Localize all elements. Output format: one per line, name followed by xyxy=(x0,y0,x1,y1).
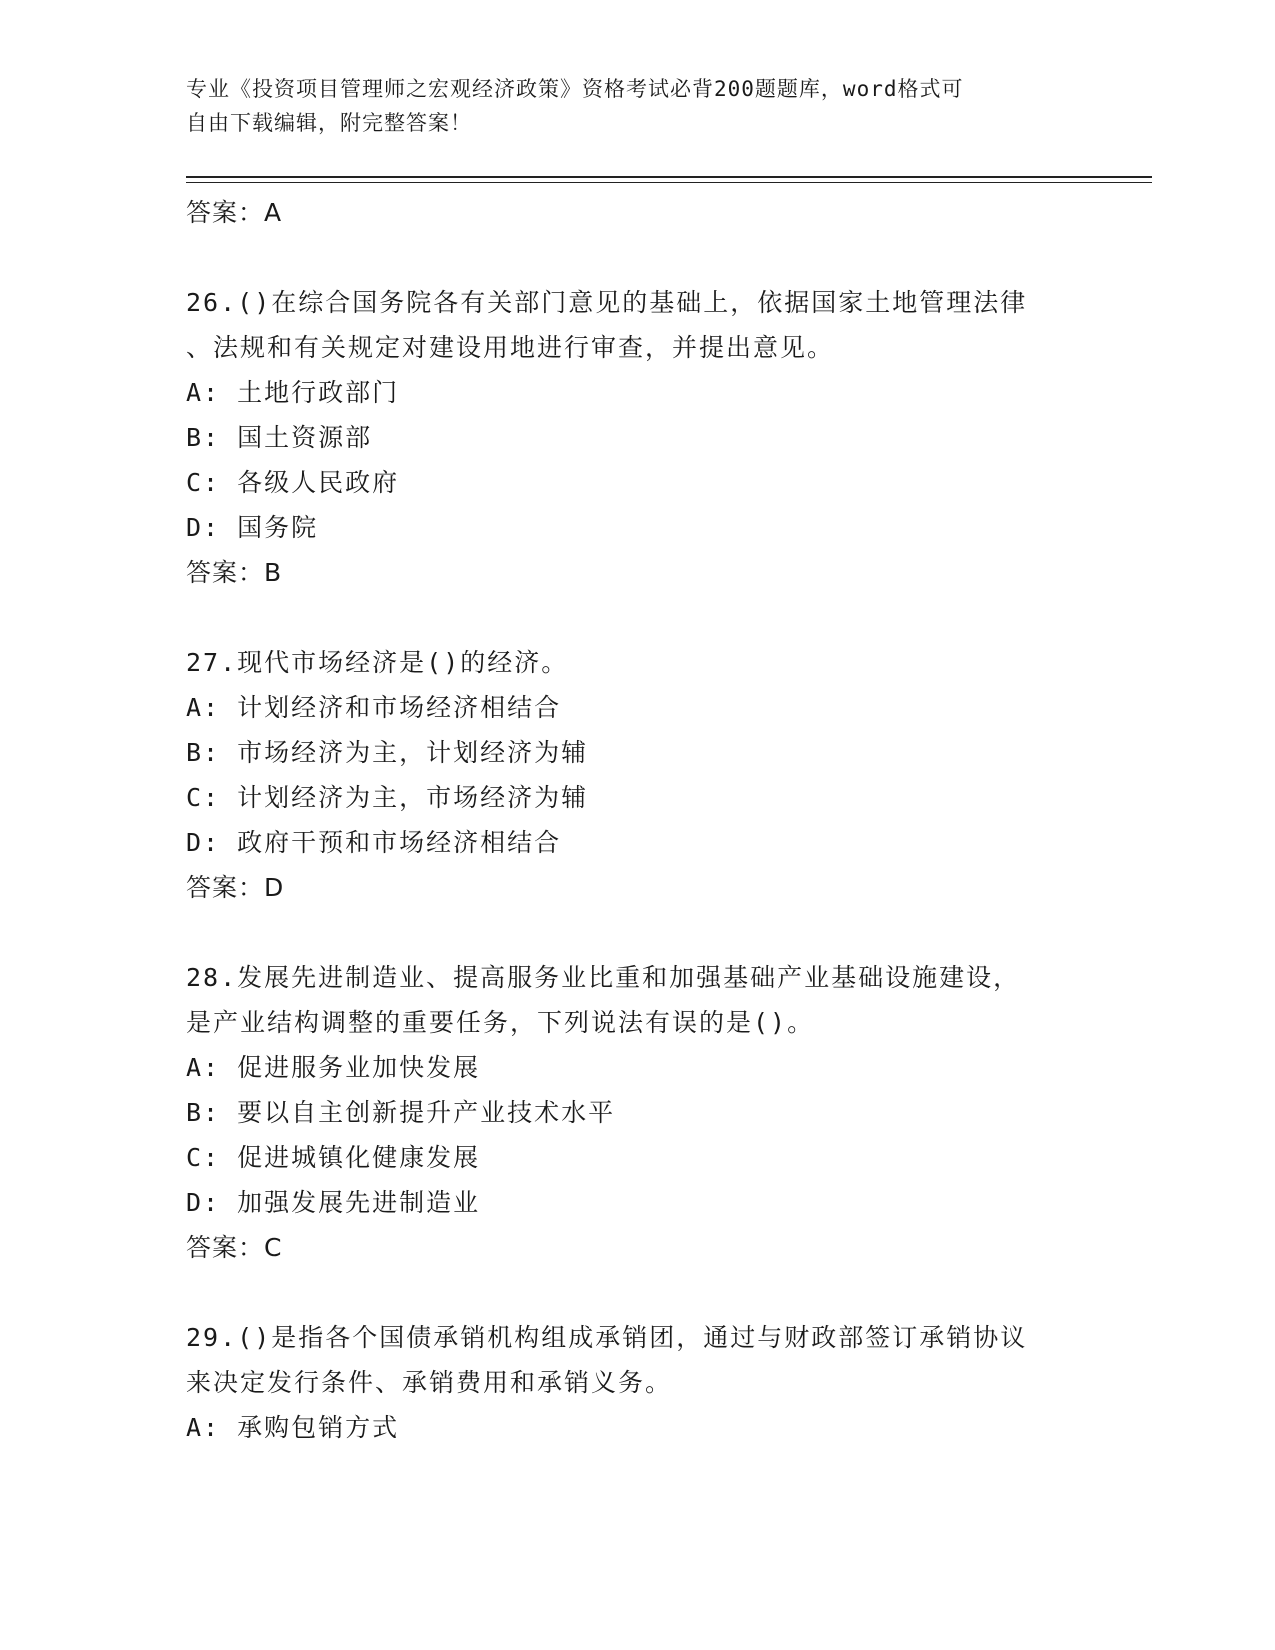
document-header xyxy=(186,72,1066,140)
question-29 xyxy=(186,1315,1086,1450)
stem-line: 、法规和有关规定对建设用地进行审查，并提出意见。 xyxy=(186,333,835,362)
question-28 xyxy=(186,955,1086,1270)
option-c: C: 促进城镇化健康发展 xyxy=(186,1143,481,1172)
question-list xyxy=(186,190,1086,1450)
option-a: A: 承购包销方式 xyxy=(186,1413,400,1442)
stem-line: 29.()是指各个国债承销机构组成承销团，通过与财政部签订承销协议 xyxy=(186,1323,1028,1352)
answer-text: 答案：C xyxy=(186,1233,283,1262)
option-b: B: 市场经济为主，计划经济为辅 xyxy=(186,738,589,767)
question-stem xyxy=(186,640,1086,685)
option-d: D: 加强发展先进制造业 xyxy=(186,1188,481,1217)
stem-line: 27.现代市场经济是()的经济。 xyxy=(186,648,569,677)
stem-line: 是产业结构调整的重要任务，下列说法有误的是()。 xyxy=(186,1008,815,1037)
option-d: D: 政府干预和市场经济相结合 xyxy=(186,828,562,857)
stem-line: 28.发展先进制造业、提高服务业比重和加强基础产业基础设施建设， xyxy=(186,963,1021,992)
question-26 xyxy=(186,280,1086,595)
stem-line: 26.()在综合国务院各有关部门意见的基础上，依据国家土地管理法律 xyxy=(186,288,1028,317)
header-line-1: 专业《投资项目管理师之宏观经济政策》资格考试必背200题题库，word格式可 xyxy=(186,77,964,101)
header-line-2: 自由下载编辑，附完整答案！ xyxy=(186,111,472,135)
answer-text: 答案：A xyxy=(186,198,283,227)
option-b: B: 要以自主创新提升产业技术水平 xyxy=(186,1098,616,1127)
option-c: C: 计划经济为主，市场经济为辅 xyxy=(186,783,589,812)
header-rule-thin xyxy=(186,182,1152,183)
option-c: C: 各级人民政府 xyxy=(186,468,400,497)
question-stem xyxy=(186,1315,1086,1405)
question-stem xyxy=(186,955,1086,1045)
option-d: D: 国务院 xyxy=(186,513,319,542)
header-rule-thick xyxy=(186,176,1152,178)
option-a: A: 计划经济和市场经济相结合 xyxy=(186,693,562,722)
answer-text: 答案：B xyxy=(186,558,283,587)
question-stem xyxy=(186,280,1086,370)
option-b: B: 国土资源部 xyxy=(186,423,373,452)
question-27 xyxy=(186,640,1086,910)
stem-line: 来决定发行条件、承销费用和承销义务。 xyxy=(186,1368,673,1397)
option-a: A: 促进服务业加快发展 xyxy=(186,1053,481,1082)
answer-text: 答案：D xyxy=(186,873,285,902)
option-a: A: 土地行政部门 xyxy=(186,378,400,407)
